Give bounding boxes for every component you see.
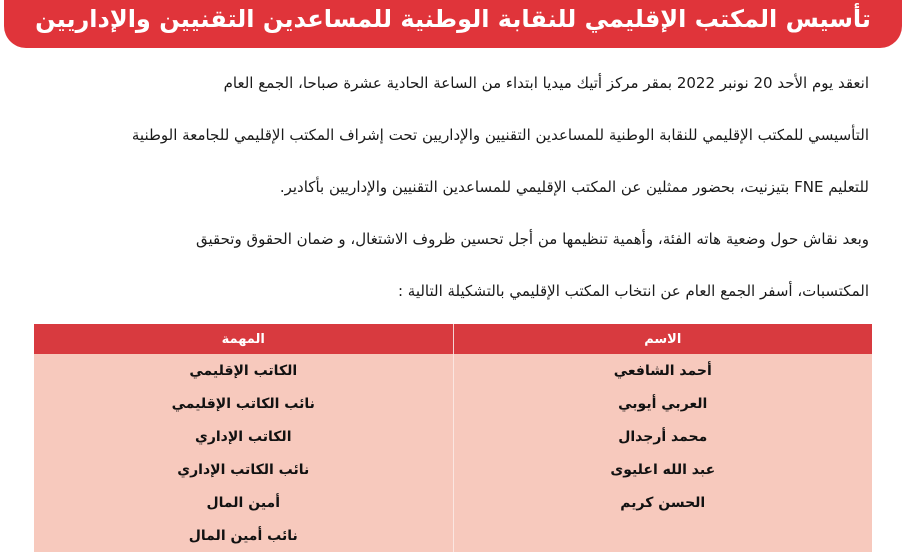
member-name: أحمد الشافعي [453,354,872,387]
member-name: العربي أيوبي [453,387,872,420]
paragraph-line-5: المكتسبات، أسفر الجمع العام عن انتخاب المكتب الإقليمي بالتشكيلة التالية : [397,282,869,300]
member-role: نائب أمين المال [34,519,453,552]
paragraph-line-4: وبعد نقاش حول وضعية هاته الفئة، وأهمية تنظيمها من أجل تحسين ظروف الاشتغال، و ضمان الحقوق وتحقيق [195,230,869,248]
table-row [34,387,872,420]
header-name: الاسم [453,324,872,354]
table-header-row [34,324,872,354]
member-role: نائب الكاتب الإداري [34,453,453,486]
table-row [34,453,872,486]
paragraph-line-1: انعقد يوم الأحد 20 نونبر 2022 بمقر مركز أتيك ميديا ابتداء من الساعة الحادية عشرة صباحا، الجمع العام [223,74,869,92]
member-name: عبد الله اعليوى [453,453,872,486]
paragraph-line-3: للتعليم FNE بتيزنيت، بحضور ممثلين عن المكتب الإقليمي للمساعدين التقنيين والإداريين بأكادير. [279,178,869,196]
table-row [34,354,872,387]
table-row [34,420,872,453]
member-name: الحسن كريم [453,486,872,519]
table-row [34,486,872,519]
member-name [453,519,872,552]
member-role: نائب الكاتب الإقليمي [34,387,453,420]
member-role: الكاتب الإقليمي [34,354,453,387]
member-role: أمين المال [34,486,453,519]
page-title: تأسيس المكتب الإقليمي للنقابة الوطنية للمساعدين التقنيين والإداريين [4,0,902,48]
member-role: الكاتب الإداري [34,420,453,453]
member-name: محمد أرجدال [453,420,872,453]
bureau-table [34,324,872,552]
header-role: المهمة [34,324,453,354]
paragraph-line-2: التأسيسي للمكتب الإقليمي للنقابة الوطنية للمساعدين التقنيين والإداريين تحت إشراف المكتب الإقليمي للجامعة الوطنية [131,126,869,144]
table-row [34,519,872,552]
